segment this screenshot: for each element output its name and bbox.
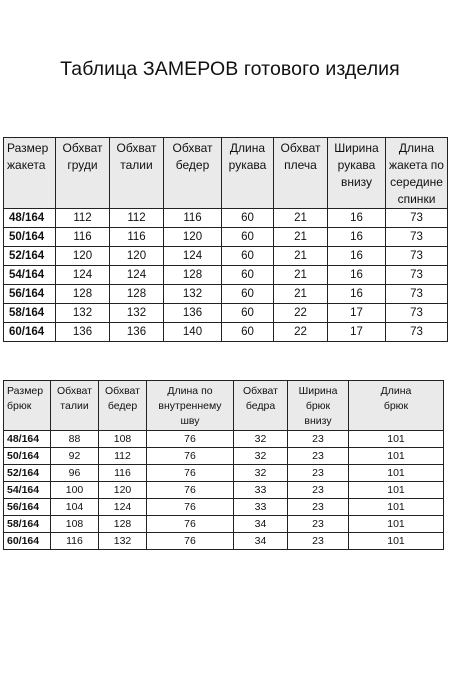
jacket-table-header-cell [222, 138, 274, 209]
trousers-table-value-cell: 108 [99, 431, 147, 448]
trousers-table-header-text: Размер [7, 385, 44, 397]
trousers-table-value-cell: 101 [349, 499, 444, 516]
trousers-table-value-cell: 104 [51, 499, 99, 516]
jacket-table-value-cell: 73 [386, 247, 448, 266]
trousers-table-header-text: Обхват [57, 385, 92, 397]
trousers-table-value-cell: 76 [147, 499, 234, 516]
jacket-table-header-row [4, 138, 448, 209]
jacket-table-value-cell: 132 [164, 285, 222, 304]
jacket-table-value-cell: 124 [56, 266, 110, 285]
jacket-table-row [4, 209, 448, 228]
trousers-table-header-text: талии [60, 400, 89, 412]
jacket-table-row [4, 247, 448, 266]
jacket-table-header-text: Ширина [334, 141, 379, 155]
trousers-table-row [4, 516, 444, 533]
trousers-table-row [4, 533, 444, 550]
trousers-table-row [4, 465, 444, 482]
jacket-table-value-cell: 60 [222, 323, 274, 342]
jacket-table-row [4, 285, 448, 304]
jacket-table-value-cell: 16 [328, 285, 386, 304]
trousers-table-value-cell: 76 [147, 465, 234, 482]
trousers-table-value-cell: 23 [288, 499, 349, 516]
trousers-table-value-cell: 116 [99, 465, 147, 482]
trousers-table-header-cell [349, 381, 444, 431]
jacket-table-value-cell: 60 [222, 209, 274, 228]
trousers-table-value-cell: 34 [234, 516, 288, 533]
trousers-table-value-cell: 101 [349, 431, 444, 448]
jacket-table-value-cell: 22 [274, 323, 328, 342]
jacket-table-value-cell: 60 [222, 285, 274, 304]
jacket-table-value-cell: 21 [274, 228, 328, 247]
jacket-table-row [4, 228, 448, 247]
trousers-table-header-text: брюк [7, 400, 32, 412]
jacket-table-header-text: талии [120, 158, 153, 172]
trousers-table-header-text: Длина по [167, 385, 213, 397]
trousers-table-header-text: внизу [304, 415, 332, 427]
trousers-table-row [4, 482, 444, 499]
jacket-table-value-cell: 17 [328, 304, 386, 323]
jacket-table-value-cell: 16 [328, 209, 386, 228]
trousers-table-value-cell: 32 [234, 448, 288, 465]
jacket-table-header-text: середине [390, 175, 443, 189]
trousers-table-size-cell: 50/164 [4, 448, 51, 465]
jacket-table-value-cell: 73 [386, 228, 448, 247]
jacket-table-header-text: спинки [397, 192, 436, 206]
trousers-table-header-text: Длина [380, 385, 412, 397]
jacket-table-value-cell: 128 [56, 285, 110, 304]
trousers-table-row [4, 499, 444, 516]
trousers-table-value-cell: 124 [99, 499, 147, 516]
jacket-table-value-cell: 60 [222, 247, 274, 266]
trousers-table-value-cell: 76 [147, 516, 234, 533]
jacket-table-value-cell: 116 [164, 209, 222, 228]
trousers-table-value-cell: 23 [288, 448, 349, 465]
trousers-table-size-cell: 58/164 [4, 516, 51, 533]
trousers-table-header-cell [51, 381, 99, 431]
trousers-table-value-cell: 33 [234, 499, 288, 516]
jacket-table-value-cell: 73 [386, 323, 448, 342]
trousers-table-value-cell: 116 [51, 533, 99, 550]
page-title: Таблица ЗАМЕРОВ готового изделия [60, 58, 400, 80]
trousers-table-value-cell: 76 [147, 431, 234, 448]
trousers-table-value-cell: 101 [349, 533, 444, 550]
jacket-table-header-cell [110, 138, 164, 209]
jacket-table-value-cell: 21 [274, 247, 328, 266]
trousers-table-value-cell: 101 [349, 465, 444, 482]
jacket-table-value-cell: 73 [386, 285, 448, 304]
jacket-table-header-text: плеча [284, 158, 317, 172]
jacket-table-value-cell: 124 [164, 247, 222, 266]
trousers-table-header-text: брюк [383, 400, 409, 412]
trousers-table-header-text: Обхват [243, 385, 278, 397]
trousers-measurements-table [3, 380, 444, 550]
trousers-table-value-cell: 23 [288, 482, 349, 499]
trousers-table-value-cell: 23 [288, 516, 349, 533]
trousers-table-header-cell [99, 381, 147, 431]
jacket-table-header-text: жакета [7, 158, 46, 172]
jacket-table-value-cell: 60 [222, 266, 274, 285]
jacket-table-header-text: Размер [7, 141, 49, 155]
jacket-table-value-cell: 128 [164, 266, 222, 285]
trousers-table-header-text: брюк [305, 400, 331, 412]
jacket-table-header-text: Обхват [62, 141, 103, 155]
trousers-table-header-cell [147, 381, 234, 431]
trousers-table-value-cell: 32 [234, 465, 288, 482]
jacket-table-value-cell: 120 [164, 228, 222, 247]
jacket-table-row [4, 266, 448, 285]
jacket-table-header-text: Длина [229, 141, 266, 155]
jacket-table-value-cell: 124 [110, 266, 164, 285]
jacket-table-header-text: Обхват [116, 141, 157, 155]
jacket-table-value-cell: 140 [164, 323, 222, 342]
jacket-table-size-cell: 60/164 [4, 323, 56, 342]
trousers-table-value-cell: 128 [99, 516, 147, 533]
trousers-table-value-cell: 92 [51, 448, 99, 465]
trousers-table-value-cell: 120 [99, 482, 147, 499]
trousers-table-header-text: бедра [245, 400, 276, 412]
trousers-table-header-text: бедер [107, 400, 138, 412]
trousers-table-value-cell: 23 [288, 533, 349, 550]
trousers-table-value-cell: 34 [234, 533, 288, 550]
trousers-table-value-cell: 108 [51, 516, 99, 533]
trousers-table-value-cell: 112 [99, 448, 147, 465]
trousers-table-value-cell: 100 [51, 482, 99, 499]
trousers-table-value-cell: 88 [51, 431, 99, 448]
jacket-table-header-text: жакета по [389, 158, 444, 172]
jacket-table-value-cell: 21 [274, 266, 328, 285]
jacket-table-size-cell: 48/164 [4, 209, 56, 228]
jacket-table-header-text: бедер [175, 158, 210, 172]
jacket-table-value-cell: 120 [110, 247, 164, 266]
jacket-table-value-cell: 73 [386, 209, 448, 228]
jacket-table-size-cell: 54/164 [4, 266, 56, 285]
trousers-table-row [4, 431, 444, 448]
trousers-table-header-cell [288, 381, 349, 431]
trousers-table-value-cell: 32 [234, 431, 288, 448]
jacket-table-header-text: Длина [398, 141, 435, 155]
trousers-table-value-cell: 33 [234, 482, 288, 499]
jacket-table-size-cell: 52/164 [4, 247, 56, 266]
trousers-table-value-cell: 101 [349, 448, 444, 465]
trousers-table-size-cell: 52/164 [4, 465, 51, 482]
jacket-table-size-cell: 56/164 [4, 285, 56, 304]
trousers-table-size-cell: 60/164 [4, 533, 51, 550]
jacket-table-value-cell: 116 [56, 228, 110, 247]
jacket-table-value-cell: 132 [110, 304, 164, 323]
jacket-table-value-cell: 73 [386, 304, 448, 323]
jacket-table-value-cell: 60 [222, 228, 274, 247]
jacket-table-value-cell: 132 [56, 304, 110, 323]
jacket-table-value-cell: 116 [110, 228, 164, 247]
jacket-table-header-text: груди [67, 158, 98, 172]
jacket-table-size-cell: 50/164 [4, 228, 56, 247]
jacket-table-value-cell: 136 [110, 323, 164, 342]
trousers-table-value-cell: 96 [51, 465, 99, 482]
trousers-table-value-cell: 23 [288, 465, 349, 482]
jacket-table-row [4, 323, 448, 342]
jacket-table-value-cell: 73 [386, 266, 448, 285]
trousers-table-size-cell: 48/164 [4, 431, 51, 448]
trousers-table-header-cell [234, 381, 288, 431]
trousers-table-header-text: внутреннему [158, 400, 222, 412]
jacket-table-value-cell: 22 [274, 304, 328, 323]
jacket-table-header-cell [386, 138, 448, 209]
jacket-table-value-cell: 21 [274, 209, 328, 228]
jacket-table-header-text: рукава [337, 158, 376, 172]
jacket-table-header-cell [328, 138, 386, 209]
trousers-table-row [4, 448, 444, 465]
jacket-table-value-cell: 128 [110, 285, 164, 304]
jacket-table-header-text: рукава [228, 158, 267, 172]
jacket-table-header-text: Обхват [280, 141, 321, 155]
jacket-table-value-cell: 136 [56, 323, 110, 342]
jacket-table-value-cell: 136 [164, 304, 222, 323]
jacket-table-value-cell: 120 [56, 247, 110, 266]
trousers-table-value-cell: 23 [288, 431, 349, 448]
trousers-table-header-cell [4, 381, 51, 431]
jacket-table-value-cell: 16 [328, 228, 386, 247]
jacket-table-value-cell: 16 [328, 247, 386, 266]
jacket-table-header-text: внизу [340, 175, 373, 189]
trousers-table-header-row [4, 381, 444, 431]
jacket-table-header-cell [56, 138, 110, 209]
trousers-table-value-cell: 132 [99, 533, 147, 550]
trousers-table-size-cell: 54/164 [4, 482, 51, 499]
trousers-table-value-cell: 76 [147, 533, 234, 550]
trousers-table-value-cell: 101 [349, 482, 444, 499]
trousers-table-value-cell: 101 [349, 516, 444, 533]
trousers-table-value-cell: 76 [147, 448, 234, 465]
jacket-table-value-cell: 112 [110, 209, 164, 228]
jacket-table-value-cell: 112 [56, 209, 110, 228]
jacket-table-header-cell [4, 138, 56, 209]
trousers-table-size-cell: 56/164 [4, 499, 51, 516]
jacket-table-value-cell: 17 [328, 323, 386, 342]
trousers-table-header-text: шву [180, 415, 200, 427]
jacket-table-header-cell [274, 138, 328, 209]
jacket-table-row [4, 304, 448, 323]
trousers-table-value-cell: 76 [147, 482, 234, 499]
jacket-table-header-cell [164, 138, 222, 209]
jacket-table-value-cell: 21 [274, 285, 328, 304]
jacket-measurements-table [3, 137, 448, 342]
jacket-table-value-cell: 16 [328, 266, 386, 285]
trousers-table-header-text: Ширина [298, 385, 338, 397]
jacket-table-value-cell: 60 [222, 304, 274, 323]
jacket-table-header-text: Обхват [172, 141, 213, 155]
jacket-table-size-cell: 58/164 [4, 304, 56, 323]
trousers-table-header-text: Обхват [105, 385, 140, 397]
